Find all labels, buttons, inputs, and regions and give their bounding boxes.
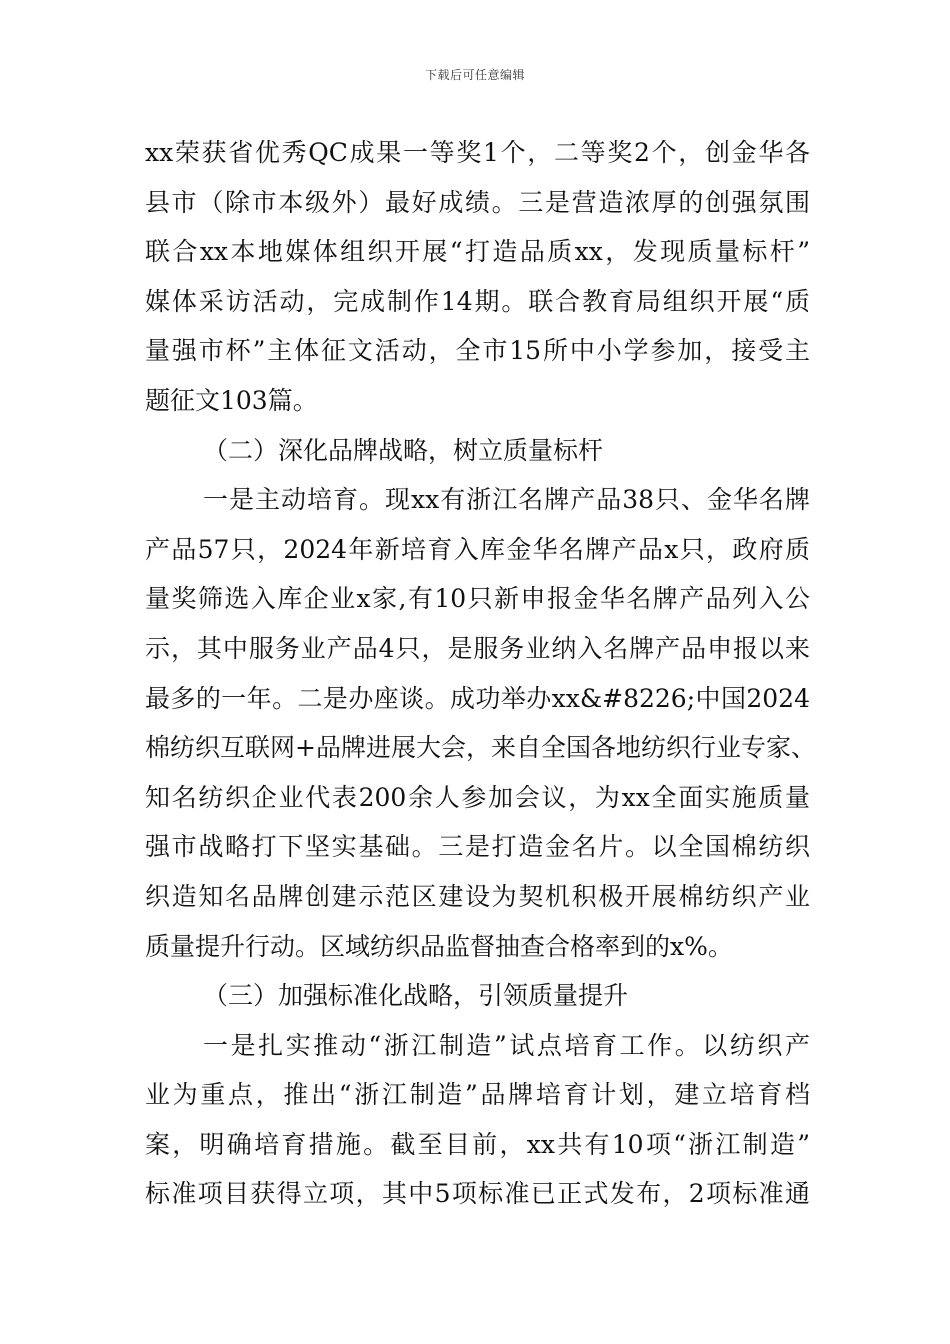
text-line-13: 棉纺织互联网+品牌进展大会，来自全国各地纺织行业专家、 [145, 733, 816, 763]
text-line-19: 一是扎实推动“浙江制造”试点培育工作。以纺织产 [203, 1030, 810, 1060]
text-line-6: 题征文103篇。 [145, 385, 318, 415]
text-line-21: 案，明确培育措施。截至目前，xx共有10项“浙江制造” [145, 1129, 810, 1159]
text-line-15: 强市战略打下坚实基础。三是打造金名片。以全国棉纺织 [145, 832, 810, 862]
text-line-5: 量强市杯”主体征文活动，全市15所中小学参加，接受主 [145, 336, 810, 366]
text-line-2: 县市（除市本级外）最好成绩。三是营造浓厚的创强氛围 [145, 187, 810, 217]
text-line-20: 业为重点，推出“浙江制造”品牌培育计划，建立培育档 [145, 1080, 810, 1110]
text-line-11: 示，其中服务业产品4只，是服务业纳入名牌产品申报以来 [145, 633, 810, 663]
text-line-12: 最多的一年。二是办座谈。成功举办xx&#8226;中国2024 [145, 683, 810, 713]
text-line-4: 媒体采访活动，完成制作14期。联合教育局组织开展“质 [145, 286, 810, 316]
text-line-10: 量奖筛选入库企业x家,有10只新申报金华名牌产品列入公 [145, 584, 810, 614]
text-line-16: 织造知名品牌创建示范区建设为契机积极开展棉纺织产业 [145, 881, 810, 911]
text-line-22: 标准项目获得立项，其中5项标准已正式发布，2项标准通 [145, 1179, 810, 1209]
text-line-8: 一是主动培育。现xx有浙江名牌产品38只、金华名牌 [203, 485, 810, 515]
header-note: 下载后可任意编辑 [424, 68, 525, 82]
text-line-17: 质量提升行动。区域纺织品监督抽查合格率到的x%。 [145, 931, 733, 961]
text-line-9: 产品57只，2024年新培育入库金华名牌产品x只，政府质 [145, 534, 810, 564]
text-line-14: 知名纺织企业代表200余人参加会议，为xx全面实施质量 [145, 782, 810, 812]
section-heading-2: （二）深化品牌战略，树立质量标杆 [203, 435, 604, 465]
text-line-1: xx荣获省优秀QC成果一等奖1个，二等奖2个，创金华各 [145, 138, 810, 167]
text-line-3: 联合xx本地媒体组织开展“打造品质xx，发现质量标杆” [145, 237, 810, 267]
section-heading-3: （三）加强标准化战略，引领质量提升 [203, 981, 629, 1011]
body-text [145, 128, 816, 1219]
